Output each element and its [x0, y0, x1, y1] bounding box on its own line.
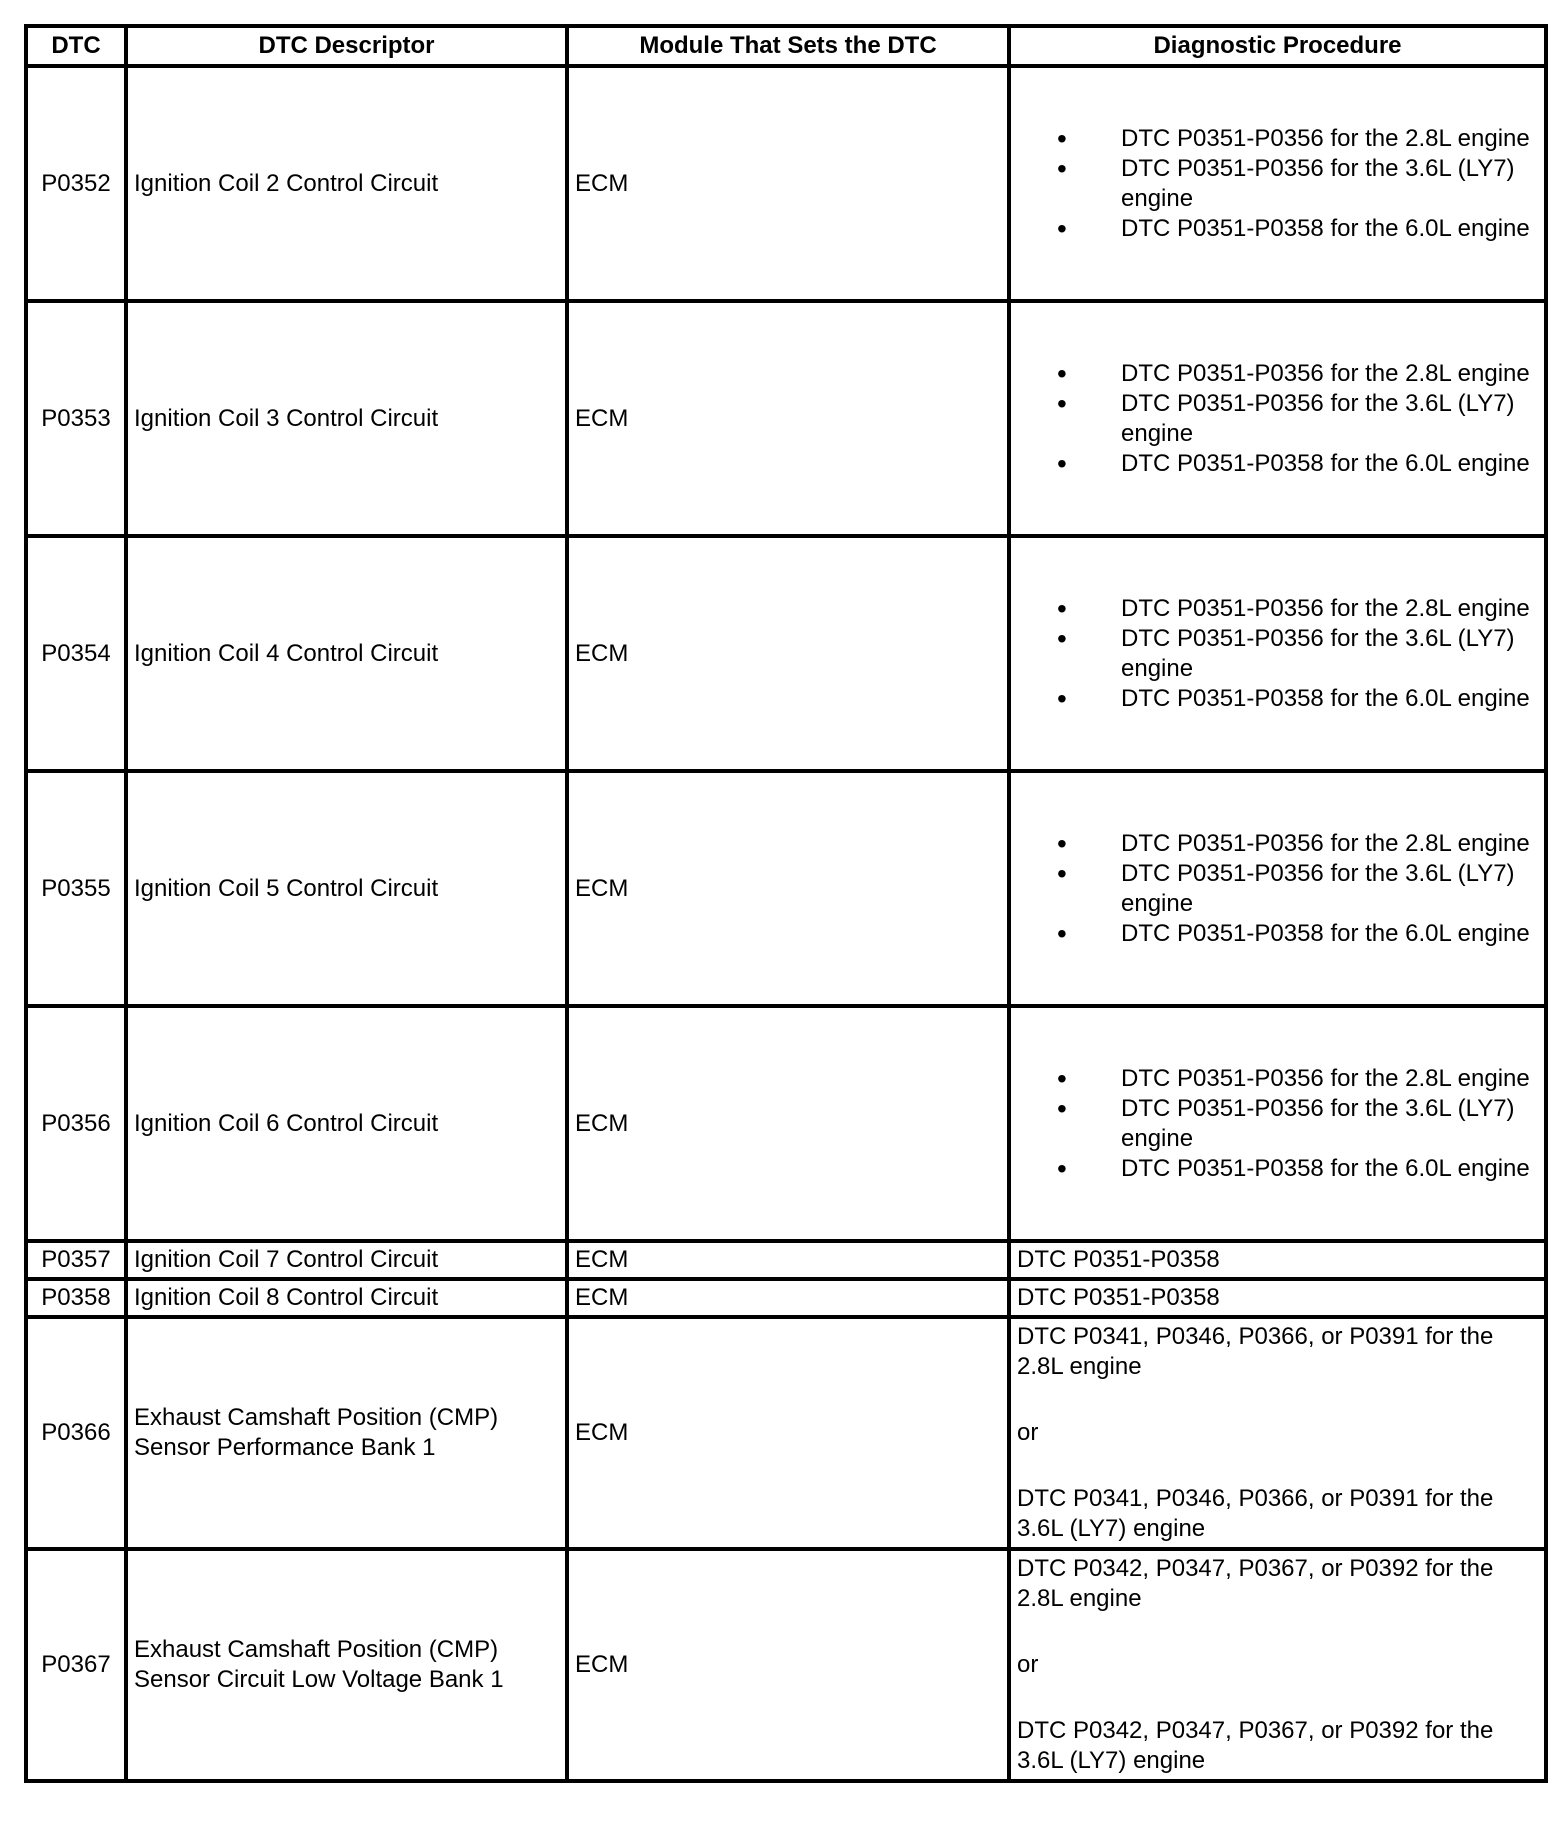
- procedure-item: • DTC P0351-P0356 for the 2.8L engine: [1057, 829, 1538, 859]
- procedure-item: • DTC P0351-P0358 for the 6.0L engine: [1057, 449, 1538, 479]
- procedure-item: • DTC P0351-P0358 for the 6.0L engine: [1057, 214, 1538, 244]
- dtc-code: P0357: [26, 1241, 126, 1279]
- dtc-module: ECM: [567, 301, 1009, 536]
- procedure-item: • DTC P0351-P0358 for the 6.0L engine: [1057, 919, 1538, 949]
- dtc-procedure: [1009, 536, 1546, 771]
- procedure-option-first: DTC P0341, P0346, P0366, or P0391 for the 2.8L engine: [1017, 1323, 1494, 1380]
- header-procedure: Diagnostic Procedure: [1009, 26, 1546, 66]
- dtc-module: ECM: [567, 771, 1009, 1006]
- table-header-row: [26, 26, 1546, 66]
- procedure-list: [1017, 594, 1538, 714]
- dtc-procedure: DTC P0351-P0358: [1009, 1279, 1546, 1317]
- table-row: [26, 1549, 1546, 1781]
- procedure-option-second: DTC P0341, P0346, P0366, or P0391 for the 3.6L (LY7) engine: [1017, 1485, 1494, 1542]
- dtc-descriptor: Exhaust Camshaft Position (CMP) Sensor Circuit Low Voltage Bank 1: [126, 1549, 567, 1781]
- procedure-item: • DTC P0351-P0356 for the 3.6L (LY7) engine: [1057, 1094, 1538, 1154]
- procedure-list: [1017, 829, 1538, 949]
- header-module: Module That Sets the DTC: [567, 26, 1009, 66]
- dtc-descriptor: Exhaust Camshaft Position (CMP) Sensor Performance Bank 1: [126, 1317, 567, 1549]
- procedure-or: or: [1017, 1651, 1039, 1678]
- dtc-procedure: DTC P0351-P0358: [1009, 1241, 1546, 1279]
- dtc-descriptor: Ignition Coil 6 Control Circuit: [126, 1006, 567, 1241]
- procedure-item: • DTC P0351-P0356 for the 3.6L (LY7) engine: [1057, 389, 1538, 449]
- procedure-item: • DTC P0351-P0356 for the 3.6L (LY7) engine: [1057, 624, 1538, 684]
- dtc-descriptor: Ignition Coil 4 Control Circuit: [126, 536, 567, 771]
- procedure-or: or: [1017, 1419, 1039, 1446]
- table-row: [26, 301, 1546, 536]
- procedure-item: • DTC P0351-P0356 for the 3.6L (LY7) engine: [1057, 154, 1538, 214]
- procedure-item: • DTC P0351-P0358 for the 6.0L engine: [1057, 684, 1538, 714]
- table-row: [26, 1279, 1546, 1317]
- dtc-procedure: [1009, 66, 1546, 301]
- dtc-module: ECM: [567, 1241, 1009, 1279]
- dtc-module: ECM: [567, 1006, 1009, 1241]
- table-row: [26, 1241, 1546, 1279]
- dtc-code: P0353: [26, 301, 126, 536]
- dtc-code: P0352: [26, 66, 126, 301]
- dtc-descriptor: Ignition Coil 7 Control Circuit: [126, 1241, 567, 1279]
- dtc-procedure: [1009, 771, 1546, 1006]
- dtc-module: ECM: [567, 536, 1009, 771]
- dtc-procedure: [1009, 1317, 1546, 1549]
- procedure-option-second: DTC P0342, P0347, P0367, or P0392 for the 3.6L (LY7) engine: [1017, 1717, 1494, 1774]
- dtc-code: P0354: [26, 536, 126, 771]
- table-row: [26, 66, 1546, 301]
- procedure-item: • DTC P0351-P0356 for the 3.6L (LY7) engine: [1057, 859, 1538, 919]
- procedure-item: • DTC P0351-P0356 for the 2.8L engine: [1057, 359, 1538, 389]
- dtc-code: P0355: [26, 771, 126, 1006]
- procedure-list: [1017, 359, 1538, 479]
- procedure-option-first: DTC P0342, P0347, P0367, or P0392 for the 2.8L engine: [1017, 1555, 1494, 1612]
- table-row: [26, 536, 1546, 771]
- header-descriptor: DTC Descriptor: [126, 26, 567, 66]
- procedure-item: • DTC P0351-P0356 for the 2.8L engine: [1057, 124, 1538, 154]
- table-row: [26, 1006, 1546, 1241]
- header-dtc: DTC: [26, 26, 126, 66]
- dtc-descriptor: Ignition Coil 5 Control Circuit: [126, 771, 567, 1006]
- table-row: [26, 1317, 1546, 1549]
- table-row: [26, 771, 1546, 1006]
- procedure-item: • DTC P0351-P0356 for the 2.8L engine: [1057, 1064, 1538, 1094]
- dtc-procedure: [1009, 301, 1546, 536]
- dtc-procedure: [1009, 1549, 1546, 1781]
- dtc-descriptor: Ignition Coil 3 Control Circuit: [126, 301, 567, 536]
- procedure-item: • DTC P0351-P0358 for the 6.0L engine: [1057, 1154, 1538, 1184]
- dtc-module: ECM: [567, 66, 1009, 301]
- procedure-list: [1017, 1064, 1538, 1184]
- dtc-module: ECM: [567, 1549, 1009, 1781]
- dtc-descriptor: Ignition Coil 8 Control Circuit: [126, 1279, 567, 1317]
- dtc-procedure: [1009, 1006, 1546, 1241]
- procedure-list: [1017, 124, 1538, 244]
- dtc-code: P0367: [26, 1549, 126, 1781]
- dtc-code: P0366: [26, 1317, 126, 1549]
- dtc-code: P0358: [26, 1279, 126, 1317]
- dtc-code: P0356: [26, 1006, 126, 1241]
- dtc-module: ECM: [567, 1279, 1009, 1317]
- procedure-item: • DTC P0351-P0356 for the 2.8L engine: [1057, 594, 1538, 624]
- dtc-table: [24, 24, 1548, 1783]
- dtc-descriptor: Ignition Coil 2 Control Circuit: [126, 66, 567, 301]
- dtc-module: ECM: [567, 1317, 1009, 1549]
